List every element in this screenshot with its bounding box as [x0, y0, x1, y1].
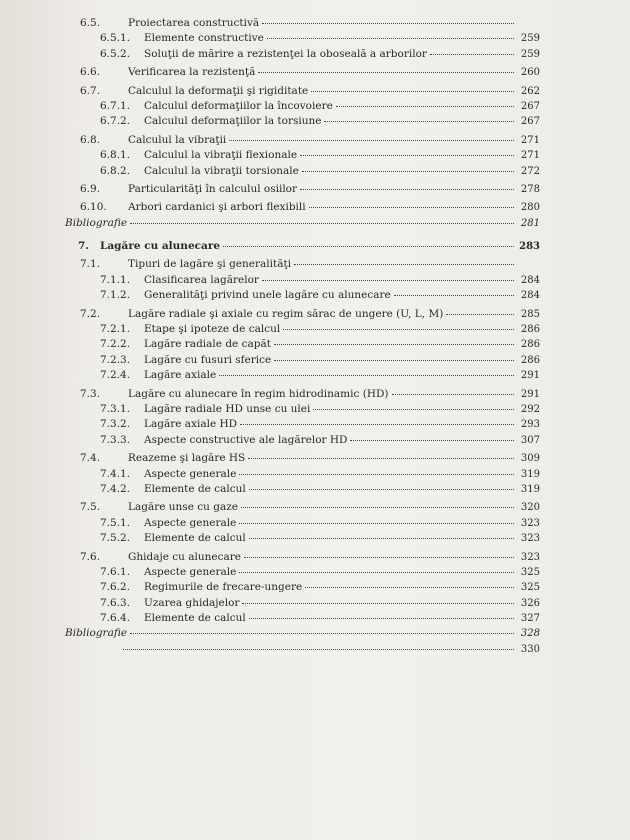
toc-leader-dots	[294, 263, 514, 265]
toc-entry-title: Aspecte generale	[144, 516, 237, 529]
toc-entry-number: 6.5.	[80, 17, 101, 29]
toc-entry	[0, 337, 630, 352]
toc-page-number: 326	[520, 597, 540, 609]
toc-page-number: 285	[520, 308, 540, 320]
toc-entry-number: 6.7.2.	[100, 115, 131, 128]
toc-entry-title: Lagăre cu alunecare în regim hidrodinamic (HD)	[128, 387, 389, 400]
toc-leader-dots	[241, 506, 514, 508]
toc-leader-dots	[219, 374, 514, 376]
toc-entry	[0, 84, 630, 99]
toc-entry-number: 7.4.1.	[100, 467, 131, 480]
toc-entry-title: Lagăre axiale	[144, 369, 217, 382]
toc-entry-number: 6.8.2.	[100, 164, 131, 177]
toc-entry-title: Tipuri de lagăre şi generalităţi	[128, 258, 292, 271]
toc-entry-title: Uzarea ghidajelor	[144, 596, 240, 609]
toc-entry	[0, 182, 630, 197]
toc-leader-dots	[283, 328, 514, 330]
toc-page-number: 286	[520, 354, 540, 366]
toc-leader-dots	[274, 359, 514, 361]
toc-leader-dots	[229, 139, 514, 141]
toc-entry	[0, 133, 630, 148]
toc-entry-title: Elemente de calcul	[144, 532, 246, 545]
toc-entry-title: Elemente de calcul	[144, 482, 246, 495]
toc-leader-dots	[130, 632, 514, 634]
toc-page-number: 272	[520, 165, 540, 177]
toc-entry	[0, 368, 630, 383]
toc-entry-title: Elemente constructive	[144, 32, 264, 45]
toc-leader-dots	[130, 222, 514, 224]
toc-page-number: 283	[519, 241, 540, 253]
toc-page-number: 327	[520, 613, 540, 625]
table-of-contents	[0, 16, 630, 657]
toc-entry	[0, 257, 630, 272]
toc-entry	[0, 550, 630, 565]
toc-entry	[0, 99, 630, 114]
toc-page-number: 325	[520, 582, 540, 594]
toc-entry	[0, 611, 630, 626]
toc-page-number: 293	[520, 419, 540, 431]
toc-page-number: 259	[520, 33, 540, 45]
toc-entry	[0, 417, 630, 432]
toc-page-number: 278	[520, 183, 540, 195]
toc-entry-number: 7.5.1.	[100, 516, 131, 529]
toc-entry	[0, 200, 630, 215]
toc-bibliography	[0, 626, 630, 641]
toc-entry-number: 7.2.1.	[100, 323, 131, 336]
toc-leader-dots	[300, 154, 514, 156]
toc-page-number: 286	[520, 339, 540, 351]
toc-page-number: 286	[520, 324, 540, 336]
toc-page-number: 291	[520, 370, 540, 382]
toc-page-number: 325	[520, 566, 540, 578]
toc-entry-title: Etape şi ipoteze de calcul	[144, 323, 281, 336]
toc-leader-dots	[350, 439, 514, 441]
toc-entry-number: 6.5.2.	[100, 47, 131, 60]
toc-entry-title: Elemente de calcul	[144, 612, 246, 625]
toc-entry	[0, 402, 630, 417]
toc-entry	[0, 500, 630, 515]
toc-entry	[0, 47, 630, 62]
toc-leader-dots	[249, 488, 514, 490]
toc-leader-dots	[239, 473, 514, 475]
toc-leader-dots	[249, 537, 514, 539]
toc-entry-title: Soluţii de mărire a rezistenţei la oboseală a arborilor	[144, 47, 427, 60]
toc-entry	[0, 16, 630, 31]
toc-page-number: 267	[520, 100, 540, 112]
toc-page-number: 284	[520, 274, 540, 286]
toc-page-number: 309	[520, 453, 540, 465]
toc-leader-dots	[249, 617, 514, 619]
toc-entry-number: 7.1.1.	[100, 273, 131, 286]
toc-entry-title: Lagăre radiale şi axiale cu regim sărac de ungere (U, L, M)	[128, 307, 444, 320]
toc-entry-title: Particularităţi în calculul osiilor	[128, 182, 298, 195]
toc-entry-title: Calculul deformaţiilor la încovoiere	[144, 99, 333, 112]
toc-entry-number: 7.1.	[80, 258, 101, 271]
toc-entry	[0, 565, 630, 580]
toc-entry-title: Proiectarea constructivă	[128, 17, 260, 29]
toc-leader-dots	[242, 602, 514, 604]
toc-entry	[0, 273, 630, 288]
toc-entry-title: Lagăre axiale HD	[144, 418, 238, 431]
toc-entry-number: 7.3.2.	[100, 418, 131, 431]
toc-page-number: 262	[520, 85, 540, 97]
toc-leader-dots	[262, 22, 514, 24]
toc-leader-dots	[394, 294, 514, 296]
toc-entry-number: 7.3.3.	[100, 433, 131, 446]
toc-leader-dots	[123, 648, 514, 650]
toc-entry-title: Calculul deformaţiilor la torsiune	[144, 115, 322, 128]
toc-page-number: 281	[520, 217, 540, 229]
toc-leader-dots	[309, 206, 514, 208]
toc-leader-dots	[258, 71, 514, 73]
toc-entry	[0, 322, 630, 337]
toc-page-number: 259	[520, 48, 540, 60]
toc-entry-title: Calculul la deformaţii şi rigiditate	[128, 84, 309, 97]
toc-entry-number: 7.6.	[80, 550, 101, 563]
toc-leader-dots	[262, 279, 514, 281]
toc-entry-title: Lagăre cu fusuri sferice	[144, 353, 272, 366]
toc-leader-dots	[223, 245, 514, 247]
toc-page-number: 319	[520, 468, 540, 480]
toc-entry-title: Aspecte generale	[144, 467, 237, 480]
toc-chapter	[0, 239, 630, 254]
toc-entry	[0, 531, 630, 546]
toc-entry	[0, 164, 630, 179]
toc-entry	[0, 451, 630, 466]
toc-page-number: 271	[520, 150, 540, 162]
toc-entry	[0, 114, 630, 129]
toc-leader-dots	[239, 571, 514, 573]
toc-entry	[0, 433, 630, 448]
toc-entry	[0, 580, 630, 595]
toc-entry-number: 7.2.4.	[100, 369, 131, 382]
toc-entry	[0, 482, 630, 497]
toc-entry	[0, 65, 630, 80]
toc-page-number: 307	[520, 434, 540, 446]
toc-leader-dots	[324, 120, 514, 122]
toc-page-number: 292	[520, 403, 540, 415]
toc-entry-title: Bibliografie	[65, 216, 128, 229]
toc-leader-dots	[446, 313, 514, 315]
toc-entry-number: 6.10.	[80, 201, 107, 214]
toc-leader-dots	[430, 53, 514, 55]
toc-entry-number: 6.8.1.	[100, 149, 131, 162]
toc-page-number: 328	[520, 628, 540, 640]
toc-page-number: 260	[520, 67, 540, 79]
toc-entry	[0, 467, 630, 482]
toc-entry-number: 6.7.1.	[100, 99, 131, 112]
toc-leader-dots	[248, 457, 514, 459]
toc-entry-number: 6.8.	[80, 133, 101, 146]
toc-entry-number: 7.6.2.	[100, 581, 131, 594]
toc-entry-number: 7.	[78, 240, 89, 253]
toc-entry-number: 7.1.2.	[100, 289, 131, 302]
toc-leader-dots	[302, 170, 514, 172]
toc-page-number: 267	[520, 116, 540, 128]
toc-leader-dots	[305, 586, 514, 588]
toc-entry-title: Calculul la vibraţii	[128, 133, 227, 146]
toc-leader-dots	[239, 522, 514, 524]
toc-leader-dots	[244, 556, 514, 558]
toc-entry-title: Reazeme şi lagăre HS	[128, 452, 246, 465]
toc-entry-number: 7.6.4.	[100, 612, 131, 625]
toc-entry-number: 7.5.	[80, 501, 101, 514]
toc-page-number: 323	[520, 533, 540, 545]
toc-entry-title: Calculul la vibraţii flexionale	[144, 149, 298, 162]
toc-entry-title: Lagăre radiale HD unse cu ulei	[144, 402, 311, 415]
toc-leader-dots	[300, 188, 514, 190]
toc-page-number: 284	[520, 290, 540, 302]
toc-entry	[0, 353, 630, 368]
toc-entry-title: Ghidaje cu alunecare	[128, 550, 242, 563]
toc-entry-title: Lagăre unse cu gaze	[128, 501, 238, 514]
toc-leader-dots	[267, 37, 514, 39]
toc-entry-number: 7.4.	[80, 452, 101, 465]
toc-page-number: 291	[520, 388, 540, 400]
toc-entry-number: 7.4.2.	[100, 482, 131, 495]
toc-leader-dots	[392, 393, 515, 395]
toc-bibliography	[0, 216, 630, 231]
toc-entry-number: 6.6.	[80, 66, 101, 79]
toc-entry-number: 7.5.2.	[100, 532, 131, 545]
toc-entry-title: Aspecte constructive ale lagărelor HD	[144, 433, 348, 446]
toc-page-number: 271	[520, 134, 540, 146]
toc-entry	[0, 148, 630, 163]
toc-leader-dots	[240, 423, 514, 425]
toc-entry-number: 7.2.	[80, 307, 101, 320]
toc-entry-number: 6.7.	[80, 84, 101, 97]
toc-page-number: 330	[520, 643, 540, 655]
toc-page-number: 319	[520, 483, 540, 495]
toc-entry-title: Aspecte generale	[144, 565, 237, 578]
toc-page-number: 280	[520, 202, 540, 214]
toc-entry-title: Calculul la vibraţii torsionale	[144, 164, 299, 177]
toc-entry-number: 7.6.3.	[100, 596, 131, 609]
toc-entry-title: Generalităţi privind unele lagăre cu alunecare	[144, 289, 391, 302]
toc-leader-dots	[313, 408, 514, 410]
toc-entry-title: Clasificarea lagărelor	[144, 273, 259, 286]
toc-entry-number: 7.3.	[80, 387, 101, 400]
toc-page-number: 323	[520, 517, 540, 529]
toc-leader-dots	[274, 343, 514, 345]
toc-leader-dots	[311, 90, 514, 92]
toc-entry	[0, 387, 630, 402]
toc-leader-dots	[336, 105, 514, 107]
toc-entry	[0, 31, 630, 46]
toc-entry	[0, 596, 630, 611]
toc-entry-number: 6.9.	[80, 182, 101, 195]
toc-entry-title: Lagăre radiale de capăt	[144, 338, 271, 351]
toc-entry-title: Bibliografie	[65, 627, 128, 640]
toc-entry-number: 7.6.1.	[100, 565, 131, 578]
toc-entry-number: 6.5.1.	[100, 32, 131, 45]
toc-entry	[0, 288, 630, 303]
toc-entry-number: 7.2.2.	[100, 338, 131, 351]
toc-entry-number: 7.3.1.	[100, 402, 131, 415]
toc-entry-title: Arbori cardanici şi arbori flexibili	[128, 201, 306, 214]
toc-entry	[0, 307, 630, 322]
toc-entry-number: 7.2.3.	[100, 353, 131, 366]
toc-entry-title: Verificarea la rezistenţă	[128, 66, 256, 79]
toc-entry	[0, 516, 630, 531]
toc-page-number: 323	[520, 551, 540, 563]
toc-entry-title: Lagăre cu alunecare	[100, 240, 221, 253]
toc-page-number: 320	[520, 502, 540, 514]
toc-entry-title: Regimurile de frecare-ungere	[144, 581, 303, 594]
toc-entry	[0, 642, 630, 657]
